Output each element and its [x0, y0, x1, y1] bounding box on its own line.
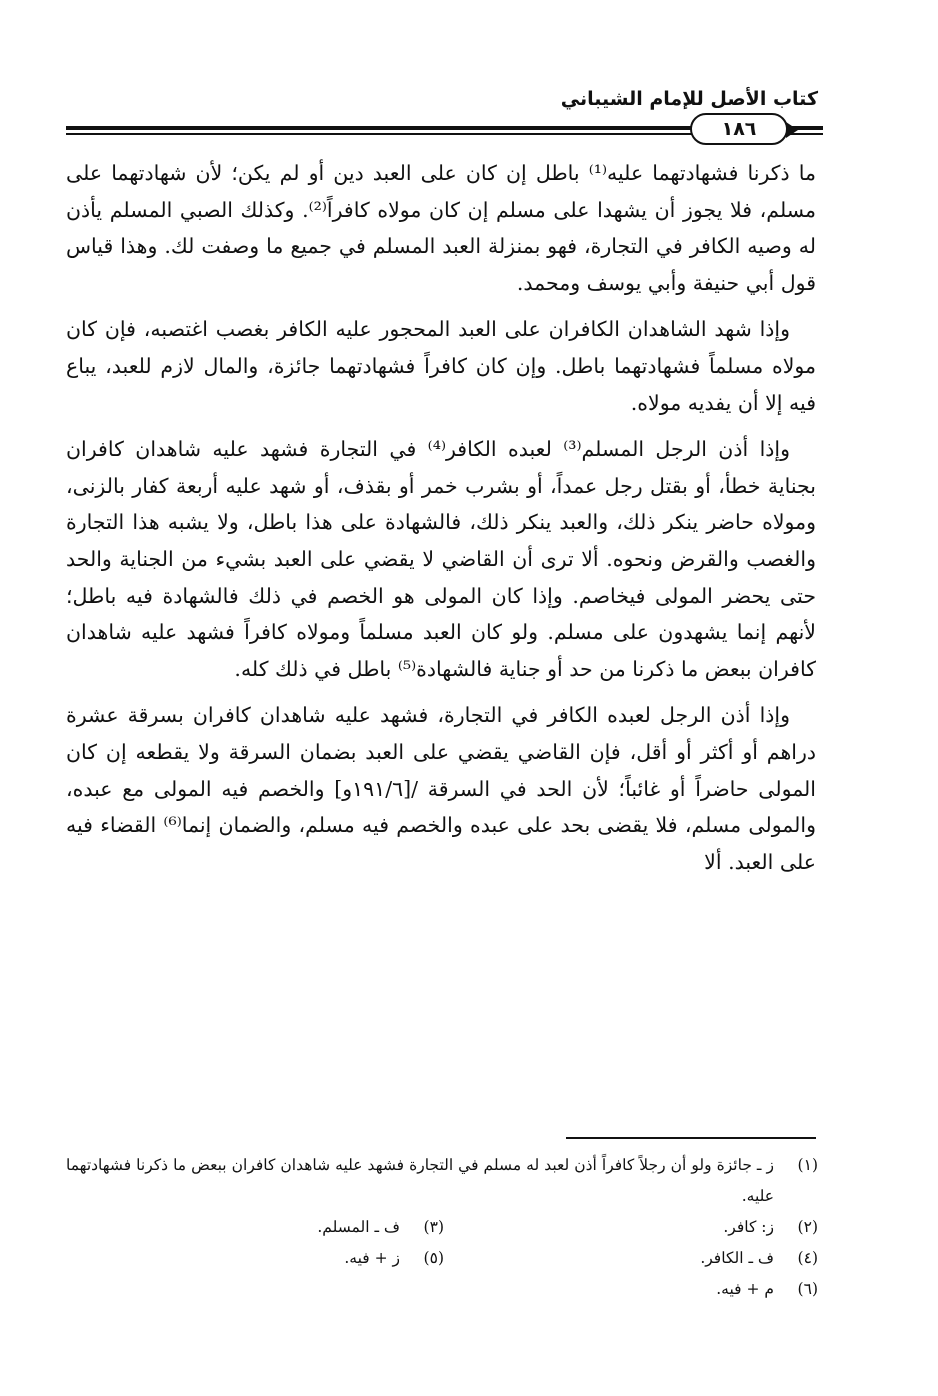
footnote-2: [444, 1212, 818, 1243]
footnote-number: (٥): [423, 1249, 444, 1267]
paragraph-1: ما ذكرنا فشهادتهما عليه⁽¹⁾ باطل إن كان على العبد دين أو لم يكن؛ لأن شهادتهما على مسلم، فلا يجوز أن يشهدا على مسلم إن كان مولاه كافراً⁽²⁾. وكذلك الصبي المسلم يأذن له وصيه الكافر في التجارة، فهو بمنزلة العبد المسلم في جميع ما وصفت لك. وهذا قياس قول أبي حنيفة وأبي يوسف ومحمد.: [66, 161, 816, 295]
footnote-text: ف ـ الكافر.: [700, 1249, 774, 1267]
footnote-number: (٣): [423, 1218, 444, 1236]
main-text: [66, 155, 816, 890]
paragraph-4: وإذا أذن الرجل لعبده الكافر في التجارة، فشهد عليه شاهدان كافران بسرقة عشرة دراهم أو أكثر أو أقل، فإن القاضي يقضي على العبد بضمان السرقة ولا يقطعه إن كان المولى حاضراً أو غائباً؛ لأن الحد في السرقة /[١٩١/٦و] والخصم فيه المولى مع عبده، والمولى مسلم، فلا يقضى بحد على عبده والخصم فيه مسلم، والضمان إنما⁽⁶⁾ القضاء فيه على العبد. ألا: [66, 703, 816, 874]
page-number: ١٨٦: [690, 113, 788, 145]
footnote-separator: [566, 1137, 816, 1139]
footnote-text: ف ـ المسلم.: [317, 1218, 400, 1236]
paragraph-2: وإذا شهد الشاهدان الكافران على العبد المحجور عليه الكافر بغصب اغتصبه، فإن كان مولاه مسلماً فشهادتهما باطل. وإن كان كافراً فشهادتهما جائزة، والمال لازم للعبد، يباع فيه إلا أن يفديه مولاه.: [66, 317, 816, 415]
footnote-6: [444, 1274, 818, 1305]
paragraph-3: وإذا أذن الرجل المسلم⁽³⁾ لعبده الكافر⁽⁴⁾ في التجارة فشهد عليه شاهدان كافران بجناية خطأ، أو بقتل رجل عمداً، أو بشرب خمر أو بقذف، أو شهد عليه أربعة كفار بالزنى، ومولاه حاضر ينكر ذلك، والعبد ينكر ذلك، فالشهادة على هذا باطل، ولا يشبه هذا التجارة والغصب والقرض ونحوه. ألا ترى أن القاضي لا يقضي على العبد بشيء من الجناية والحد حتى يحضر المولى فيخاصم. وإذا كان المولى هو الخصم في ذلك فالشهادة فيه باطل؛ لأنهم إنما يشهدون على مسلم. ولو كان العبد مسلماً ومولاه كافراً فشهد عليه شاهدان كافران ببعض ما ذكرنا من حد أو جناية فالشهادة⁽⁵⁾ باطل في ذلك كله.: [66, 437, 816, 681]
footnote-text: ز: كافر.: [723, 1218, 774, 1236]
footnote-number: (٤): [797, 1249, 818, 1267]
footnote-text: ز ـ جائزة ولو أن رجلاً كافراً أذن لعبد له مسلم في التجارة فشهد عليه شاهدان كافران ببعض ما ذكرنا فشهادتهما عليه.: [66, 1156, 774, 1205]
footnote-1: [66, 1150, 818, 1212]
footnote-number: (٢): [797, 1218, 818, 1236]
footnote-text: م + فيه.: [716, 1280, 774, 1298]
footnote-row-4-5: [66, 1243, 818, 1274]
running-header-title: كتاب الأصل للإمام الشيباني: [560, 88, 818, 110]
footnote-text: ز + فيه.: [344, 1249, 400, 1267]
footnote-4: [444, 1243, 818, 1274]
footnote-number: (٦): [797, 1280, 818, 1298]
footnote-row-6: [66, 1274, 818, 1305]
footnote-row-2-3: [66, 1212, 818, 1243]
footnote-3: [70, 1212, 444, 1243]
footnote-5: [70, 1243, 444, 1274]
footnote-number: (١): [797, 1156, 818, 1174]
footnotes: [66, 1150, 818, 1305]
